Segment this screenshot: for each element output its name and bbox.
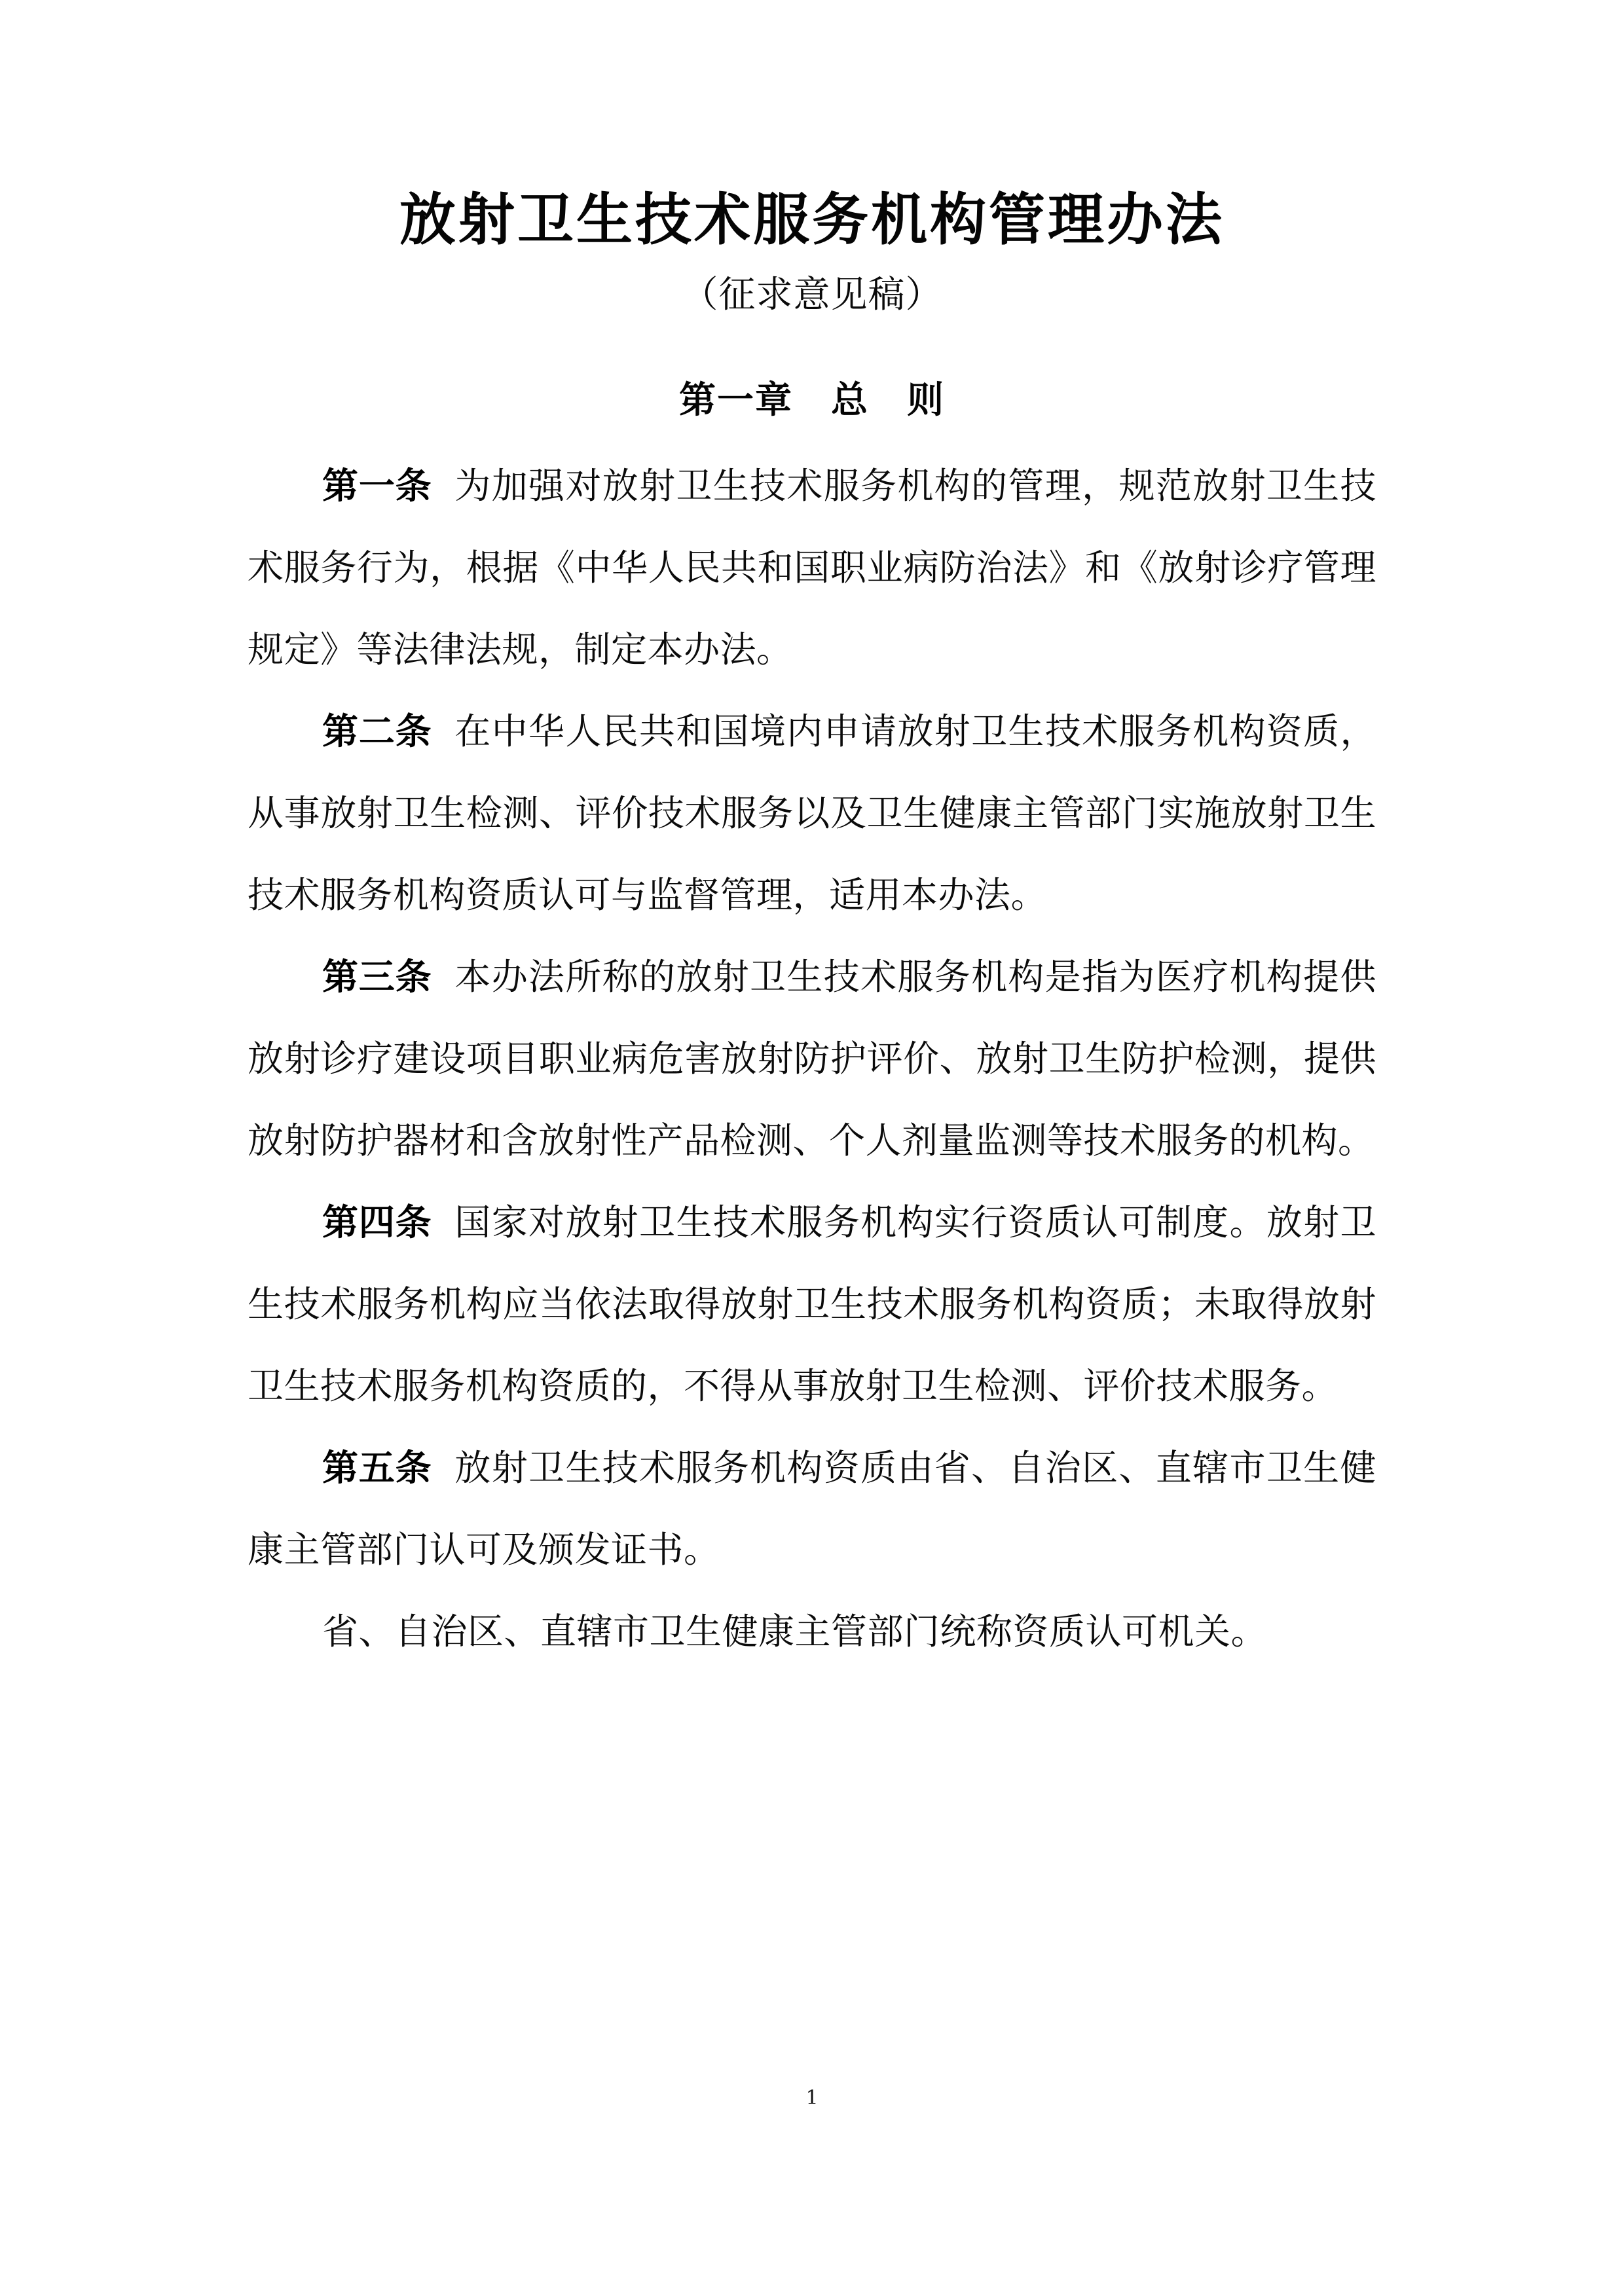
page-content [248,0,1376,1673]
article-text: 在中华人民共和国境内申请放射卫生技术服务机构资质，从事放射卫生检测、评价技术服务以及卫生健康主管部门实施放射卫生技术服务机构资质认可与监督管理，适用本办法。 [248,710,1376,916]
article-paragraph [248,936,1376,1182]
article-text: 为加强对放射卫生技术服务机构的管理，规范放射卫生技术服务行为，根据《中华人民共和国职业病防治法》和《放射诊疗管理规定》等法律法规，制定本办法。 [248,464,1376,670]
article-paragraph [248,445,1376,691]
closing-paragraph: 省、自治区、直辖市卫生健康主管部门统称资质认可机关。 [322,1610,1268,1652]
article-number: 第五条 [322,1446,432,1489]
article-number: 第二条 [322,710,432,752]
article-number: 第三条 [322,955,432,998]
article-paragraph [248,1427,1376,1591]
article-paragraph [248,1182,1376,1427]
page-number: 1 [805,2086,819,2109]
article-number: 第四条 [322,1201,432,1243]
article-number: 第一条 [322,464,432,507]
article-list [248,431,1376,1673]
article-text: 放射卫生技术服务机构资质由省、自治区、直辖市卫生健康主管部门认可及颁发证书。 [248,1446,1376,1571]
article-text: 国家对放射卫生技术服务机构实行资质认可制度。放射卫生技术服务机构应当依法取得放射卫生技术服务机构资质；未取得放射卫生技术服务机构资质的，不得从事放射卫生检测、评价技术服务。 [248,1201,1376,1407]
article-text: 本办法所称的放射卫生技术服务机构是指为医疗机构提供放射诊疗建设项目职业病危害放射防护评价、放射卫生防护检测，提供放射防护器材和含放射性产品检测、个人剂量监测等技术服务的机构。 [248,955,1376,1161]
page-title: 放射卫生技术服务机构管理办法 [399,187,1225,253]
chapter-heading: 第一章 总 则 [679,379,945,422]
article-paragraph [248,691,1376,936]
document-subtitle: （征求意见稿） [681,274,943,317]
